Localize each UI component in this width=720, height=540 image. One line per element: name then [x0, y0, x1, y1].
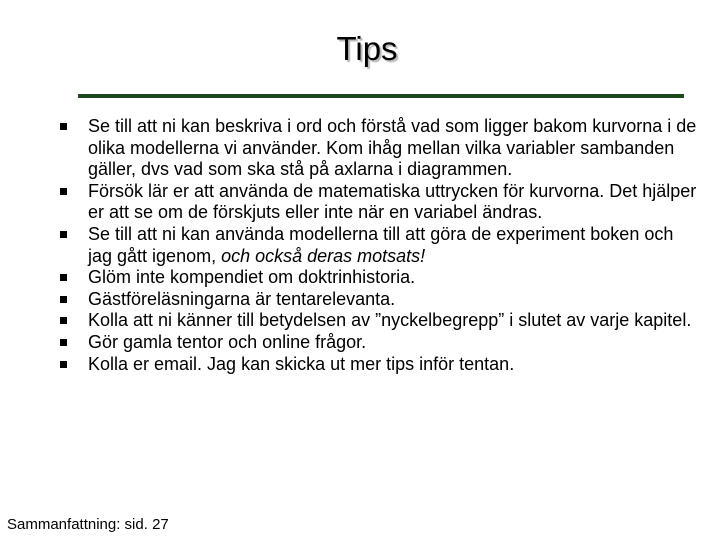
square-bullet-icon	[60, 317, 67, 324]
bullet-item	[60, 224, 700, 267]
bullet-item	[60, 354, 700, 376]
bullet-item	[60, 289, 700, 311]
bullet-item	[60, 310, 700, 332]
square-bullet-icon	[60, 339, 67, 346]
square-bullet-icon	[60, 231, 67, 238]
bullet-text: Kolla er email. Jag kan skicka ut mer tips inför tentan.	[88, 353, 515, 374]
bullet-item	[60, 116, 700, 181]
bullet-emphasis: och också deras motsats!	[221, 245, 426, 266]
square-bullet-icon	[60, 361, 67, 368]
bullet-text: Gästföreläsningarna är tentarelevanta.	[88, 288, 396, 309]
square-bullet-icon	[60, 123, 67, 130]
bullet-text: Se till att ni kan använda modellerna till att göra de experiment boken och jag gått igenom,	[88, 223, 674, 266]
bullet-text: Gör gamla tentor och online frågor.	[88, 331, 367, 352]
square-bullet-icon	[60, 188, 67, 195]
bullet-text: Försök lär er att använda de matematiska uttrycken för kurvorna. Det hjälper er att se om de förskjuts eller inte när en variabel ändras.	[88, 180, 697, 223]
bullet-list	[60, 116, 700, 375]
bullet-item	[60, 181, 700, 224]
slide-title: Tips	[336, 30, 398, 67]
square-bullet-icon	[60, 274, 67, 281]
bullet-item	[60, 267, 700, 289]
bullet-text: Glöm inte kompendiet om doktrinhistoria.	[88, 267, 416, 288]
square-bullet-icon	[60, 296, 67, 303]
footer-reference: Sammanfattning: sid. 27	[7, 516, 169, 533]
bullet-text: Se till att ni kan beskriva i ord och förstå vad som ligger bakom kurvorna i de olika modellerna vi använder. Kom ihåg mellan vilka variabler sambanden gäller, dvs vad som ska stå på axlarna i diagrammen.	[88, 116, 697, 180]
title-divider	[78, 94, 684, 98]
bullet-text: Kolla att ni känner till betydelsen av ”nyckelbegrepp” i slutet av varje kapitel.	[88, 310, 692, 331]
bullet-item	[60, 332, 700, 354]
